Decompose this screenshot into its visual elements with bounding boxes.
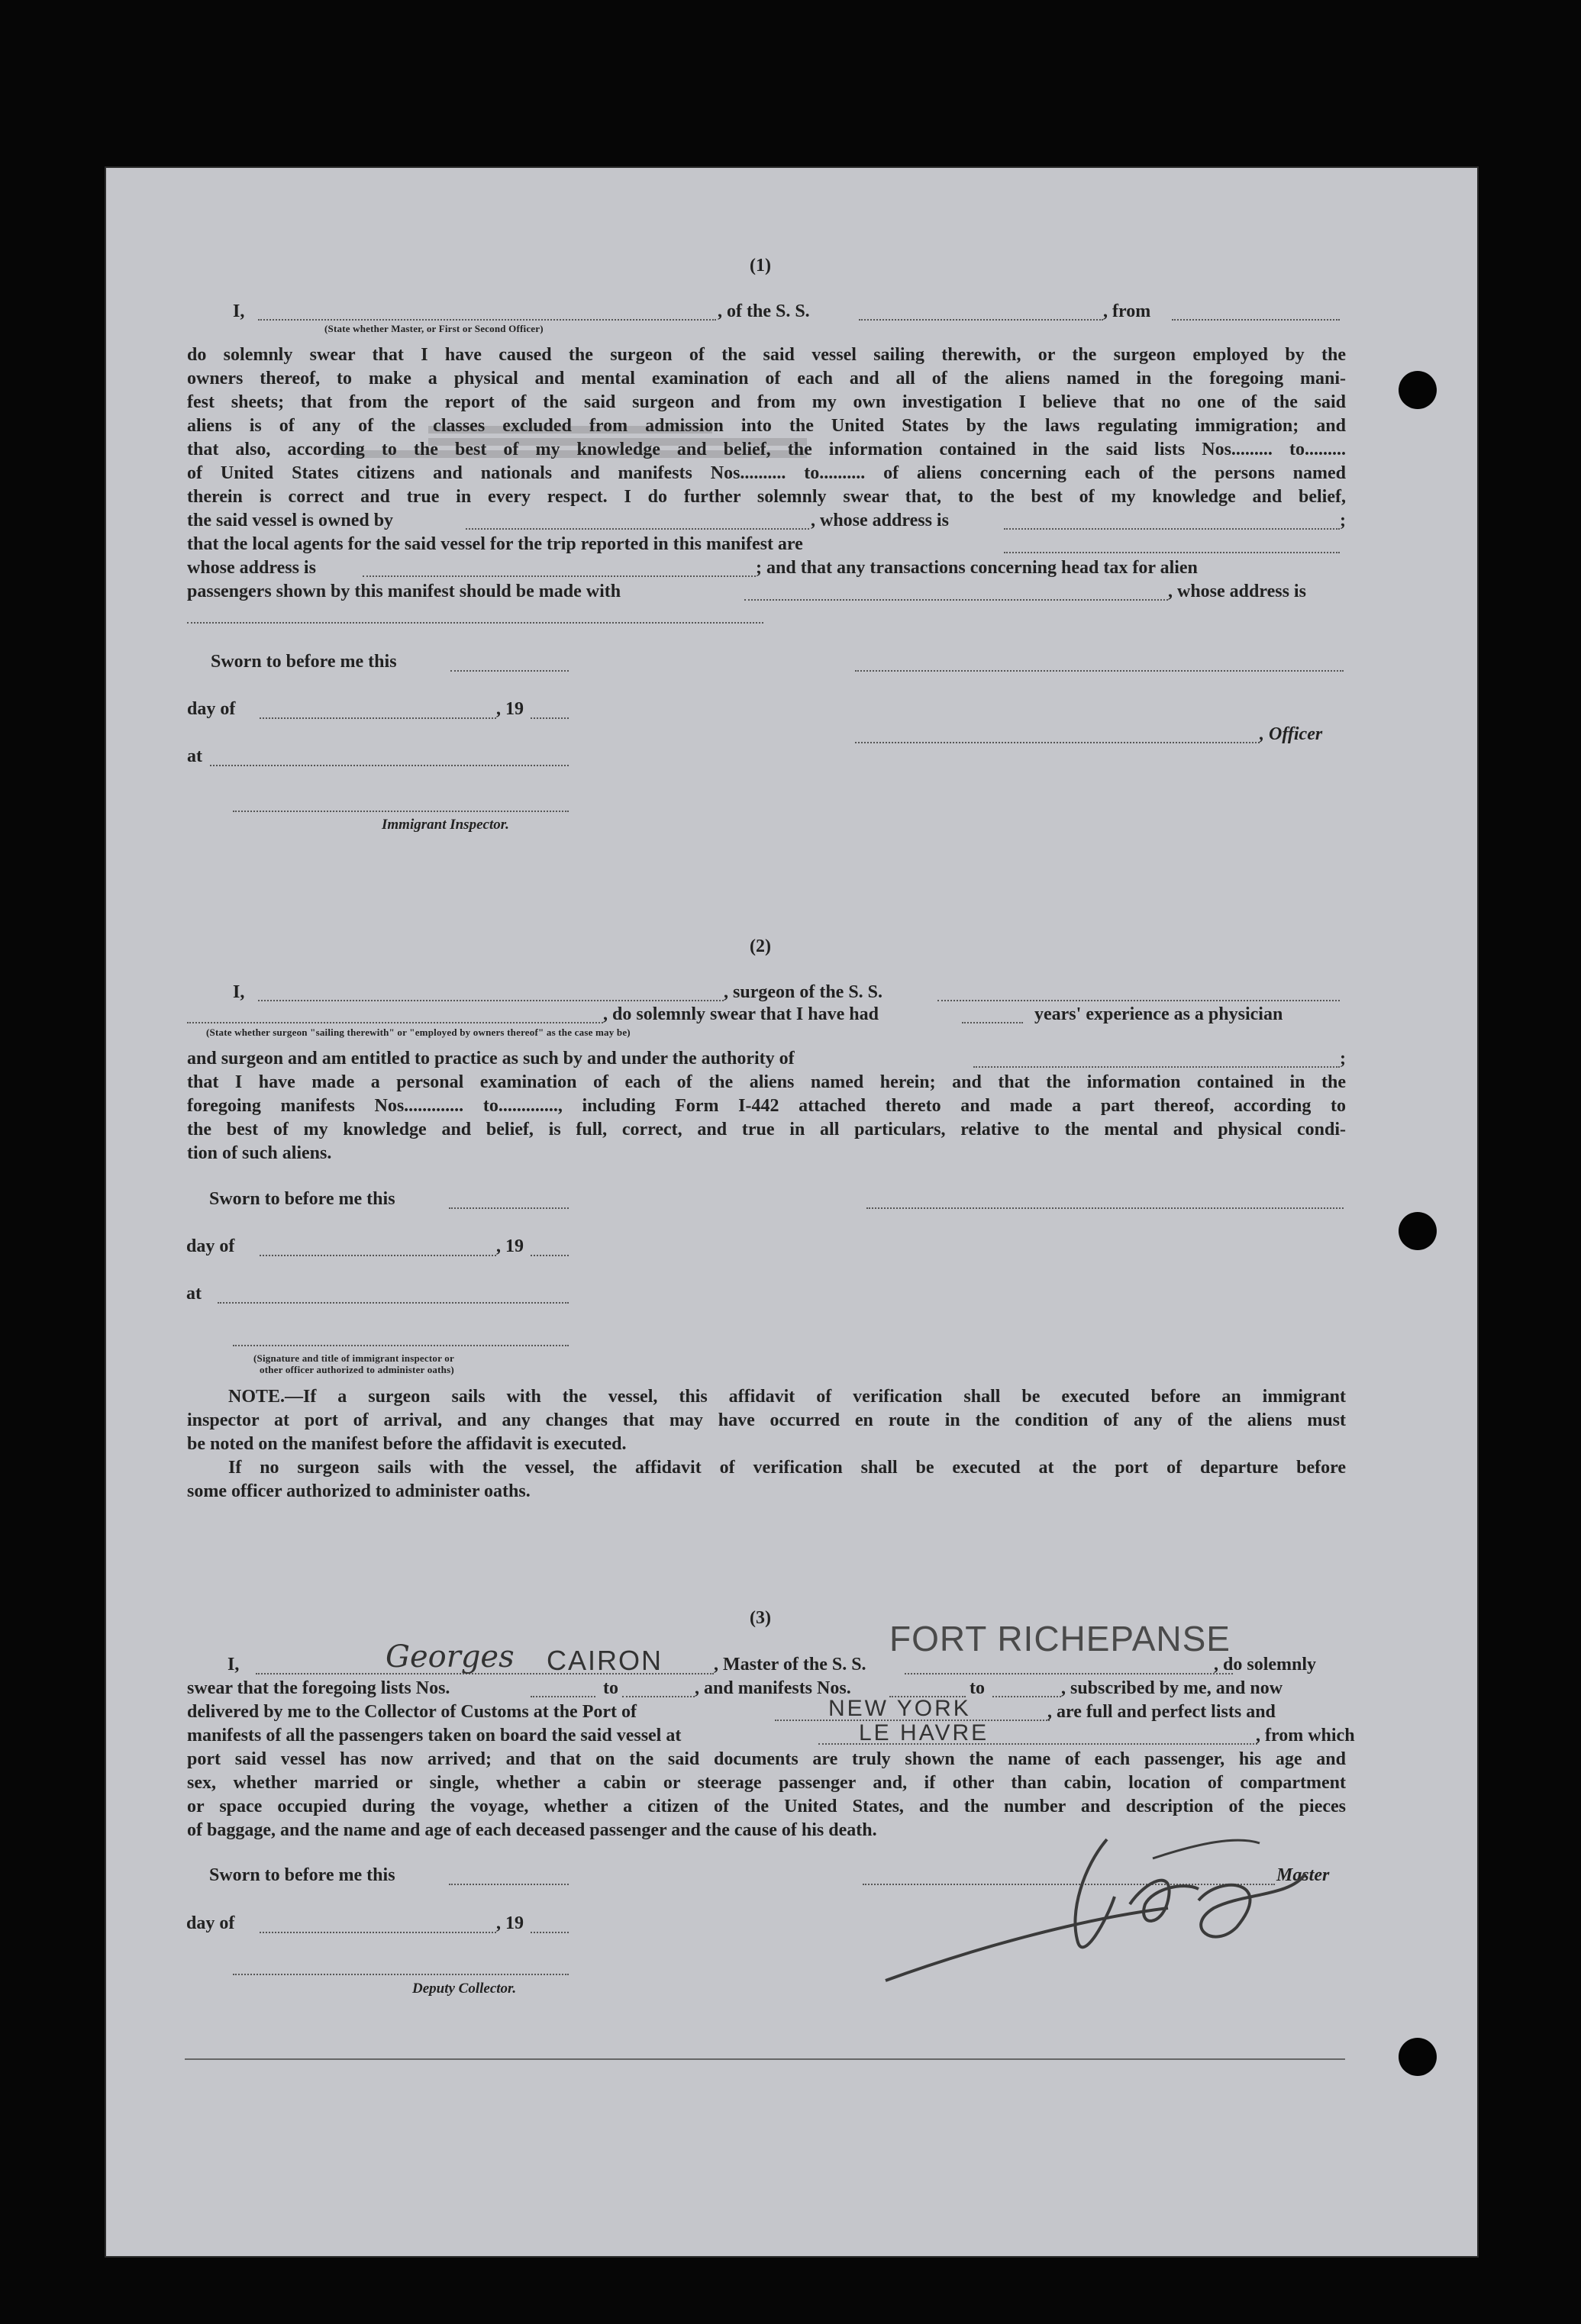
- s2-line: that I have made a personal examination of each of the aliens named herein; and that the information contained in the: [187, 1072, 1346, 1092]
- s1-head-tax-agent-blank[interactable]: [744, 599, 1168, 601]
- s3-master-first-name: Georges: [386, 1639, 515, 1675]
- s1-year-blank[interactable]: [531, 717, 569, 719]
- s1-agents-blank[interactable]: [1004, 552, 1340, 553]
- s3-delivered: delivered by me to the Collector of Customs at the Port of: [187, 1702, 637, 1722]
- s1-of-ss: , of the S. S.: [718, 301, 810, 321]
- s1-rank-caption: (State whether Master, or First or Second Officer): [324, 323, 544, 334]
- s3-port-value: NEW YORK: [828, 1696, 971, 1721]
- s3-full-perfect: , are full and perfect lists and: [1047, 1702, 1276, 1722]
- s2-ship-blank[interactable]: [937, 1000, 1340, 1001]
- s1-at-blank[interactable]: [210, 765, 569, 766]
- s2-sworn: Sworn to before me this: [209, 1189, 395, 1209]
- s3-ship-name-stamp: FORT RICHEPANSE: [889, 1619, 1231, 1658]
- s1-local-agents: that the local agents for the said vessel for the trip reported in this manifest are: [187, 534, 803, 554]
- s1-line: owners thereof, to make a physical and mental examination of each and all of the aliens named in the foregoing mani-: [187, 369, 1346, 388]
- s1-line: aliens is of any of the classes excluded from admission into the United States by the laws regulating immigration; and: [187, 416, 1346, 436]
- s1-sworn: Sworn to before me this: [211, 652, 397, 672]
- s2-note-line: be noted on the manifest before the affidavit is executed.: [187, 1434, 627, 1454]
- s1-officer-rank-blank[interactable]: [258, 319, 716, 321]
- s1-year: , 19: [496, 699, 524, 719]
- s1-from-blank[interactable]: [1172, 319, 1340, 321]
- s2-sig-caption-1: (Signature and title of immigrant inspector or: [253, 1352, 454, 1364]
- s3-day-blank[interactable]: [260, 1932, 496, 1933]
- s1-day-of: day of: [187, 699, 236, 719]
- s1-i: I,: [233, 301, 245, 321]
- s3-line: of baggage, and the name and age of each deceased passenger and the cause of his death.: [187, 1820, 877, 1840]
- s1-from: , from: [1103, 301, 1151, 321]
- s1-ship-blank[interactable]: [859, 319, 1103, 321]
- s2-note2-line: If no surgeon sails with the vessel, the affidavit of verification shall be executed at the port of departure before: [228, 1458, 1346, 1478]
- s3-departure-value: LE HAVRE: [859, 1720, 989, 1745]
- s2-line: tion of such aliens.: [187, 1143, 332, 1163]
- s2-note2-line: some officer authorized to administer oaths.: [187, 1481, 531, 1501]
- s1-owner-blank[interactable]: [466, 528, 809, 530]
- s1-officer-signature-blank[interactable]: [855, 742, 1260, 743]
- s3-manifests: , and manifests Nos.: [695, 1678, 851, 1698]
- s2-at: at: [186, 1284, 202, 1304]
- s1-day-blank[interactable]: [260, 717, 496, 719]
- s3-manifests-of: manifests of all the passengers taken on board the said vessel at: [187, 1726, 682, 1745]
- s3-line: port said vessel has now arrived; and that on the said documents are truly shown the name of each passenger, his age and: [187, 1749, 1346, 1769]
- s2-at-blank[interactable]: [218, 1302, 569, 1304]
- s2-surgeon-of: , surgeon of the S. S.: [724, 982, 883, 1002]
- s3-sworn-blank[interactable]: [449, 1884, 569, 1885]
- s3-subscribed: , subscribed by me, and now: [1061, 1678, 1283, 1698]
- s3-do-solemnly: , do solemnly: [1214, 1655, 1317, 1675]
- s3-manifests-to-blank[interactable]: [992, 1696, 1061, 1697]
- s1-at: at: [187, 746, 202, 766]
- s3-ship-blank[interactable]: [905, 1673, 1233, 1675]
- s2-sworn-blank[interactable]: [449, 1207, 569, 1209]
- s3-line: or space occupied during the voyage, whether a citizen of the United States, and the number and description of the pieces: [187, 1797, 1346, 1816]
- s2-year-blank[interactable]: [531, 1255, 569, 1256]
- s3-i: I,: [227, 1655, 240, 1675]
- s1-owned-by: the said vessel is owned by: [187, 511, 394, 530]
- s3-year-blank[interactable]: [531, 1932, 569, 1933]
- section-2-number: (2): [750, 936, 771, 956]
- s2-swear: , do solemnly swear that I have had: [603, 1004, 879, 1024]
- s2-year: , 19: [496, 1236, 524, 1256]
- s3-to-1: to: [603, 1678, 618, 1698]
- s2-paragraph: [187, 1071, 1346, 1165]
- s2-day-of: day of: [186, 1236, 235, 1256]
- s1-line: therein is correct and true in every respect. I do further solemnly swear that, to the best of my knowledge and belief,: [187, 487, 1346, 507]
- s1-agents-address-blank[interactable]: [363, 575, 756, 577]
- s2-name-blank[interactable]: [258, 1000, 724, 1001]
- s1-paragraph: [187, 343, 1346, 509]
- s3-master-surname: CAIRON: [547, 1645, 663, 1676]
- section-1-number: (1): [750, 256, 771, 276]
- s2-inspector-signature-blank[interactable]: [233, 1345, 569, 1346]
- binder-hole-1: [1399, 371, 1437, 409]
- s2-years-blank[interactable]: [962, 1022, 1023, 1023]
- s3-lists-to-blank[interactable]: [622, 1696, 695, 1697]
- s1-inspector-label: Immigrant Inspector.: [382, 817, 509, 833]
- section-3-number: (3): [750, 1608, 771, 1628]
- master-signature: [878, 1828, 1321, 1988]
- s1-whose-address-is: whose address is: [187, 558, 316, 578]
- s2-day-blank[interactable]: [260, 1255, 496, 1256]
- s2-sig-caption-2: other officer authorized to administer oaths): [260, 1364, 454, 1375]
- s2-semicolon: ;: [1340, 1049, 1346, 1069]
- s1-inspector-signature-blank[interactable]: [233, 811, 569, 812]
- s2-surgeon-signature-blank[interactable]: [866, 1207, 1344, 1209]
- s1-line: do solemnly swear that I have caused the surgeon of the said vessel sailing therewith, or the surgeon employed by the: [187, 345, 1346, 365]
- s2-line: the best of my knowledge and belief, is full, correct, and true in all particulars, relative to the mental and physical condi-: [187, 1120, 1346, 1139]
- s2-sailing-blank[interactable]: [187, 1022, 603, 1023]
- s1-semicolon: ;: [1340, 511, 1346, 530]
- s1-sworn-blank[interactable]: [450, 670, 569, 672]
- s1-line: fest sheets; that from the report of the said surgeon and from my own investigation I believe that no one of the said: [187, 392, 1346, 412]
- binder-hole-3: [1399, 2038, 1437, 2076]
- s1-passengers: passengers shown by this manifest should be made with: [187, 582, 621, 601]
- s3-to-2: to: [970, 1678, 985, 1698]
- s2-experience: years' experience as a physician: [1034, 1004, 1283, 1024]
- s3-line: sex, whether married or single, whether a cabin or steerage passenger and, if other than cabin, location of compartment: [187, 1773, 1346, 1793]
- s1-head-tax-address-blank[interactable]: [187, 622, 763, 624]
- s2-note: [187, 1385, 1346, 1504]
- s3-day-of: day of: [186, 1913, 235, 1933]
- s3-collector-signature-blank[interactable]: [233, 1974, 569, 1975]
- s3-year: , 19: [496, 1913, 524, 1933]
- s3-master-label: Master: [1276, 1865, 1330, 1885]
- s2-authority-blank[interactable]: [973, 1066, 1340, 1068]
- bottom-divider: [185, 2058, 1345, 2060]
- s2-note-line: NOTE.—If a surgeon sails with the vessel, this affidavit of verification shall be executed before an immigrant: [228, 1387, 1346, 1407]
- s3-swear-lists: swear that the foregoing lists Nos.: [187, 1678, 450, 1698]
- s1-owner-address-blank[interactable]: [1004, 528, 1340, 530]
- s1-line: that also, according to the best of my knowledge and belief, the information contained in the said lists Nos......... to.........: [187, 440, 1346, 459]
- s1-whose-address: , whose address is: [811, 511, 949, 530]
- s1-line: of United States citizens and nationals and manifests Nos.......... to.......... of aliens concerning each of the persons named: [187, 463, 1346, 483]
- s1-officer-label: , Officer: [1260, 724, 1323, 744]
- s2-practice: and surgeon and am entitled to practice as such by and under the authority of: [187, 1049, 795, 1069]
- s2-i: I,: [233, 982, 245, 1002]
- s3-deputy-label: Deputy Collector.: [412, 1981, 517, 1997]
- s2-note-line: inspector at port of arrival, and any changes that may have occurred en route in the condition of any of the aliens must: [187, 1410, 1346, 1430]
- s3-from-which: , from which: [1256, 1726, 1355, 1745]
- s1-whose-address-end: , whose address is: [1168, 582, 1306, 601]
- s3-lists-from-blank[interactable]: [531, 1696, 595, 1697]
- s3-sworn: Sworn to before me this: [209, 1865, 395, 1885]
- binder-hole-2: [1399, 1212, 1437, 1250]
- s1-right-blank[interactable]: [855, 670, 1344, 672]
- s2-line: foregoing manifests Nos............. to............., including Form I-442 attached thereto and made a part thereof, according to: [187, 1096, 1346, 1116]
- s2-caption: (State whether surgeon "sailing therewith" or "employed by owners thereof" as the case may be): [206, 1027, 631, 1038]
- s3-master-of: , Master of the S. S.: [714, 1655, 866, 1675]
- s1-head-tax: ; and that any transactions concerning head tax for alien: [756, 558, 1198, 578]
